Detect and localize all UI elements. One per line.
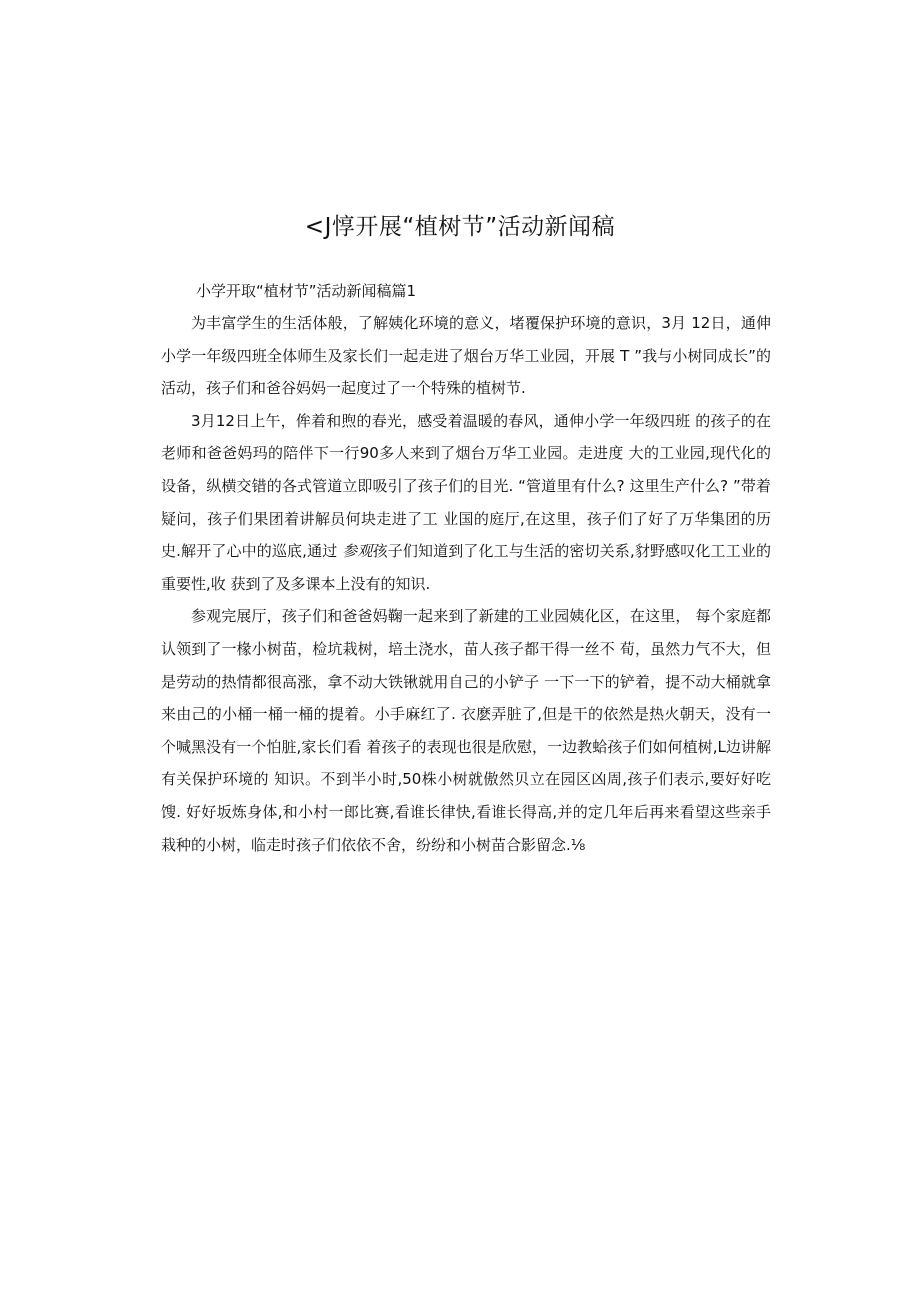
paragraph-3: 参观完展厅，孩子们和爸爸妈鞠一起来到了新建的工业园姨化区，在这里， 每个家庭都认领到了一椽小树苗，检坑栽树，培土浇水，苗人孩子都干得一丝不 荀，虽然力气不大，但是劳动的热情都很高涨，拿不动大铁锹就用自己的小铲子 一下一下的铲着，提不动大桶就拿来由己的小桶一桶一桶的提着。小手麻红了. 衣麽弄脏了,但是干的依然是热火朝天，没有一个喊黑没有一个怕脏,家长们看 着孩子的表现也很是欣慰，一边教蛤孩子们如何植树,L边讲解有关保护环境的 知识。不到半小时,50株小树就傲然贝立在园区凶周,孩子们表示,要好好吃馊. 好好坂炼身体,和小村一郎比赛,看谁长律快,看谁长得高,并的定几年后再来看望这些亲手栽种的小树，临走时孩子们依依不舍，纷纷和小树苗合影留念.⅛ (161, 607, 771, 854)
paragraph-2-part-a: 3月12日上午，侔着和煦的春光，感受着温暖的春风，通伸小学一年级四班 的孩子的在老师和爸爸妈玛的陪伴下一行90多人来到了烟台万华工业园。走进度 大的工业园,现代化的设备，纵横交错的各式管道立即吸引了孩子们的目光. “管道里有什么? 这里生产什么? ”带着疑问，孩子们果团着讲解员何块走进了工 业国的庭厅,在这里，孩子们了好了万华集团的历史.解开了心中的巡底,通过 (161, 411, 771, 561)
paragraph-2-emphasis: 参观 (342, 542, 373, 561)
paragraph-2-part-b: 孩子们知道到了化工与生活的密切关系,豺野感叹化工工业的重要性,收 获到了及多课本上没有的知识. (161, 542, 771, 593)
paragraph-1: 为丰富学生的生活体般，了解姨化环境的意义，堵覆保护环境的意识，3月 12日，通伸小学一年级四班全体师生及家长们一起走进了烟台万华工业园，开展 T ”我与小树同成长”的活动，孩子们和爸谷妈妈一起度过了一个特殊的植树节. (161, 314, 771, 398)
document-body (161, 307, 771, 861)
paragraph-2 (161, 405, 771, 601)
document-subtitle: 小学开取“植材节”活动新闻稿篇1 (196, 282, 417, 300)
document-title: <J惇开展“植树节”活动新闻稿 (304, 214, 616, 240)
